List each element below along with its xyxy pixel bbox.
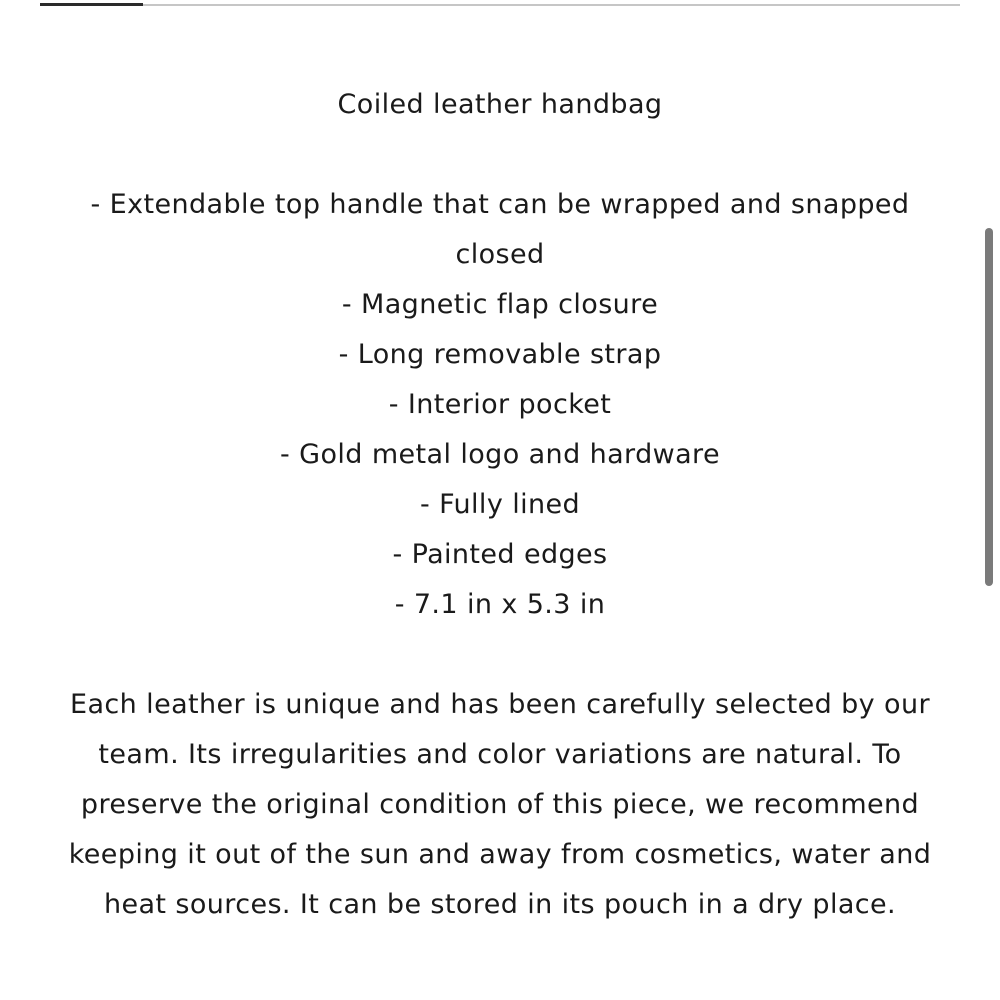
feature-list (40, 180, 960, 630)
care-instructions: Each leather is unique and has been carefully selected by our team. Its irregularities and color variations are natural. To preserve the original condition of this piece, we recommend keeping it out of the sun and away from cosmetics, water and heat sources. It can be stored in its pouch in a dry place. (68, 689, 932, 920)
active-tab-indicator (40, 3, 143, 6)
feature-item: - Interior pocket (388, 389, 612, 420)
feature-item: - Long removable strap (338, 339, 662, 370)
feature-item: - Fully lined (419, 489, 581, 520)
feature-item: - Magnetic flap closure (341, 289, 659, 320)
feature-item: - Painted edges (392, 539, 608, 570)
feature-item: - Extendable top handle that can be wrapped and snapped closed (90, 189, 910, 270)
product-title: Coiled leather handbag (337, 89, 663, 120)
spacer (40, 130, 960, 180)
scrollbar-thumb[interactable] (985, 228, 993, 586)
spacer (40, 630, 960, 680)
tab-bar-track (40, 4, 960, 6)
feature-item: - 7.1 in x 5.3 in (394, 589, 606, 620)
feature-item: - Gold metal logo and hardware (280, 439, 720, 470)
product-description (40, 80, 960, 930)
